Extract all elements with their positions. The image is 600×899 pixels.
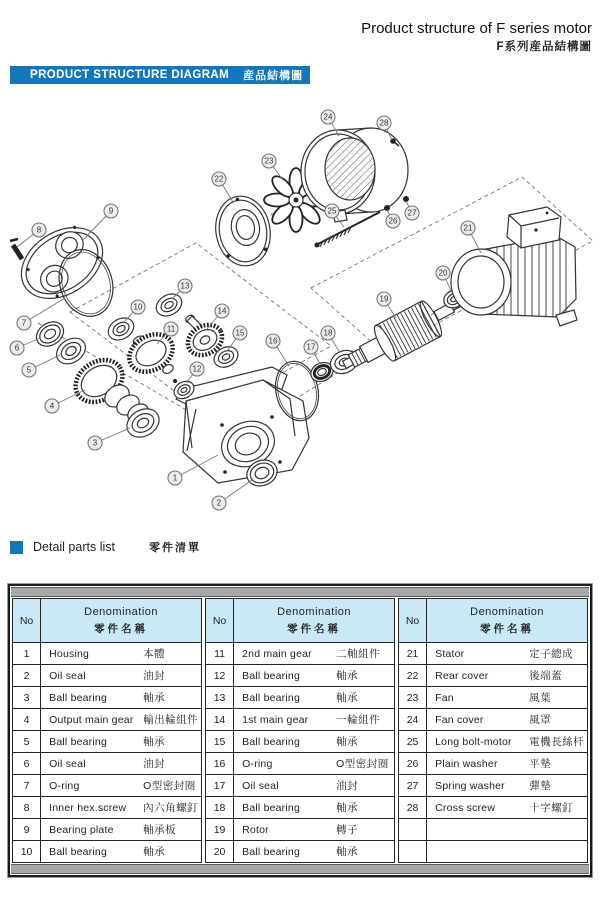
part-name-en: Ball bearing (242, 735, 300, 748)
part-denomination-cell (41, 841, 202, 863)
table-row (206, 731, 395, 753)
svg-text:20: 20 (438, 268, 448, 278)
part-name-en: Ball bearing (242, 801, 300, 814)
part-name-zh: 二軸組件 (336, 648, 381, 660)
part-no-cell: 5 (13, 731, 41, 753)
table-row (13, 797, 202, 819)
part-name-zh: 軸承板 (143, 824, 177, 836)
callout-11 (164, 322, 178, 336)
part-no-cell: 14 (206, 709, 234, 731)
table-row (13, 709, 202, 731)
part-name-en: Ball bearing (49, 845, 107, 858)
part-no-cell: 20 (206, 841, 234, 863)
part-no-cell: 18 (206, 797, 234, 819)
table-row (399, 731, 588, 753)
svg-text:5: 5 (26, 365, 32, 375)
svg-text:16: 16 (268, 336, 278, 346)
col-header-no: No (13, 599, 41, 643)
part-name-zh: 定子總成 (529, 648, 574, 660)
svg-text:27: 27 (407, 208, 417, 218)
part-denomination-cell (427, 687, 588, 709)
part-name-zh: 軸承 (336, 670, 359, 682)
part-name-zh: 輸出輪組件 (143, 714, 199, 726)
svg-text:18: 18 (323, 328, 333, 338)
svg-text:11: 11 (166, 324, 176, 334)
table-row (399, 797, 588, 819)
part-name-zh: 油封 (336, 780, 359, 792)
part-housing (176, 364, 309, 483)
part-name-en: 2nd main gear (242, 647, 312, 660)
callout-4 (45, 399, 59, 413)
table-row (206, 709, 395, 731)
callout-22 (212, 172, 226, 186)
part-no-cell: 21 (399, 643, 427, 665)
section-banner (10, 66, 310, 84)
part-ball-bearing-13 (152, 290, 185, 321)
part-no-cell: 6 (13, 753, 41, 775)
part-no-cell: 7 (13, 775, 41, 797)
part-name-zh: 軸承 (336, 802, 359, 814)
parts-table-groups (10, 598, 590, 863)
part-name-en: Oil seal (49, 757, 86, 770)
part-denomination-cell (427, 797, 588, 819)
part-name-en: Ball bearing (49, 691, 107, 704)
part-name-zh: 軸承 (143, 736, 166, 748)
part-no-cell: 3 (13, 687, 41, 709)
table-row (399, 709, 588, 731)
callout-26 (386, 214, 400, 228)
callout-20 (436, 266, 450, 280)
svg-text:12: 12 (192, 364, 202, 374)
callout-1 (168, 471, 182, 485)
part-name-en: Oil seal (49, 669, 86, 682)
part-name-zh: 軸承 (336, 846, 359, 858)
svg-text:4: 4 (49, 401, 55, 411)
part-name-zh: 軸承 (336, 736, 359, 748)
callout-24 (321, 110, 335, 124)
part-name-en: Oil seal (242, 779, 279, 792)
table-top-band (11, 587, 589, 597)
part-name-en: Inner hex.screw (49, 801, 127, 814)
svg-text:21: 21 (463, 223, 473, 233)
callout-5 (22, 363, 36, 377)
parts-list-heading (10, 539, 201, 555)
part-no-cell: 11 (206, 643, 234, 665)
part-name-en: 1st main gear (242, 713, 309, 726)
table-row (13, 819, 202, 841)
table-row (13, 775, 202, 797)
part-name-zh: O型密封圈 (336, 758, 389, 770)
table-row (399, 643, 588, 665)
svg-text:19: 19 (379, 294, 389, 304)
part-name-zh: 軸承 (336, 692, 359, 704)
svg-text:26: 26 (388, 216, 398, 226)
part-name-en: Housing (49, 647, 90, 660)
table-row (13, 841, 202, 863)
table-row (13, 731, 202, 753)
part-denomination-cell (427, 841, 588, 863)
callout-2 (212, 496, 226, 510)
part-no-cell (399, 841, 427, 863)
svg-text:15: 15 (235, 328, 245, 338)
callout-19 (377, 292, 391, 306)
part-name-en: Spring washer (435, 779, 505, 792)
part-name-en: Bearing plate (49, 823, 114, 836)
callout-12 (190, 362, 204, 376)
callout-28 (377, 116, 391, 130)
part-name-en: Fan cover (435, 713, 484, 726)
svg-text:13: 13 (180, 281, 190, 291)
part-denomination-cell (41, 665, 202, 687)
part-denomination-cell (234, 731, 395, 753)
col-header-no: No (206, 599, 234, 643)
part-name-zh: 電機長絲杆 (529, 736, 585, 748)
part-denomination-cell (234, 753, 395, 775)
page-title: Product structure of F series motor (361, 20, 592, 37)
table-row (206, 819, 395, 841)
part-name-en: Stator (435, 647, 465, 660)
callout-16 (266, 334, 280, 348)
svg-text:8: 8 (36, 225, 42, 235)
part-name-zh: 軸承 (143, 692, 166, 704)
svg-text:10: 10 (133, 302, 143, 312)
part-denomination-cell (234, 841, 395, 863)
part-denomination-cell (41, 731, 202, 753)
table-bottom-band (11, 864, 589, 874)
part-denomination-cell (41, 643, 202, 665)
callout-9 (104, 204, 118, 218)
table-row (399, 687, 588, 709)
part-name-en: Output main gear (49, 713, 134, 726)
part-no-cell: 10 (13, 841, 41, 863)
parts-table-group-2 (205, 598, 395, 863)
part-no-cell: 13 (206, 687, 234, 709)
part-name-zh: 油封 (143, 758, 166, 770)
part-name-en: Fan (435, 691, 454, 704)
svg-text:24: 24 (323, 112, 333, 122)
part-name-en: O-ring (242, 757, 273, 770)
part-no-cell: 23 (399, 687, 427, 709)
parts-table-group-1 (12, 598, 202, 863)
part-inner-hex-screw (10, 239, 22, 259)
part-name-en: Ball bearing (242, 691, 300, 704)
blue-square-bullet-icon (10, 541, 23, 554)
part-denomination-cell (234, 709, 395, 731)
part-no-cell (399, 819, 427, 841)
parts-table-frame (8, 584, 592, 877)
part-denomination-cell (41, 819, 202, 841)
part-no-cell: 17 (206, 775, 234, 797)
callout-17 (304, 340, 318, 354)
part-no-cell: 9 (13, 819, 41, 841)
table-row (206, 687, 395, 709)
part-long-bolt (315, 212, 381, 248)
part-no-cell: 19 (206, 819, 234, 841)
part-name-zh: 軸承 (143, 846, 166, 858)
part-denomination-cell (234, 797, 395, 819)
part-no-cell: 27 (399, 775, 427, 797)
table-row (399, 753, 588, 775)
banner-label-zh: 産品結構圖 (243, 70, 304, 82)
callout-27 (405, 206, 419, 220)
part-denomination-cell (41, 687, 202, 709)
part-no-cell: 25 (399, 731, 427, 753)
table-row (399, 841, 588, 863)
callout-8 (32, 223, 46, 237)
part-ball-bearing-10 (104, 314, 137, 345)
part-denomination-cell (427, 819, 588, 841)
callout-3 (88, 436, 102, 450)
callout-6 (10, 341, 24, 355)
part-name-en: Ball bearing (49, 735, 107, 748)
callout-13 (178, 279, 192, 293)
part-name-en: Ball bearing (242, 669, 300, 682)
callout-23 (262, 154, 276, 168)
part-denomination-cell (427, 665, 588, 687)
part-name-en: Cross screw (435, 801, 496, 814)
part-no-cell: 1 (13, 643, 41, 665)
table-row (206, 797, 395, 819)
part-name-zh: 轉子 (336, 824, 359, 836)
svg-text:6: 6 (14, 343, 20, 353)
part-denomination-cell (234, 775, 395, 797)
table-row (13, 643, 202, 665)
table-row (13, 753, 202, 775)
part-no-cell: 22 (399, 665, 427, 687)
part-no-cell: 8 (13, 797, 41, 819)
table-row (206, 665, 395, 687)
part-name-en: O-ring (49, 779, 80, 792)
part-no-cell: 15 (206, 731, 234, 753)
part-no-cell: 26 (399, 753, 427, 775)
callout-18 (321, 326, 335, 340)
table-row (206, 775, 395, 797)
col-header-no: No (399, 599, 427, 643)
part-no-cell: 12 (206, 665, 234, 687)
part-no-cell: 24 (399, 709, 427, 731)
table-row (399, 775, 588, 797)
col-header-denomination: Denomination 零件名稱 (427, 599, 588, 643)
callout-10 (131, 300, 145, 314)
part-name-zh: 本體 (143, 648, 166, 660)
part-name-zh: 平墊 (529, 758, 552, 770)
svg-text:28: 28 (379, 118, 389, 128)
svg-text:17: 17 (306, 342, 316, 352)
callout-14 (215, 304, 229, 318)
svg-text:9: 9 (108, 206, 114, 216)
svg-text:22: 22 (214, 174, 224, 184)
svg-text:14: 14 (217, 306, 227, 316)
table-row (13, 665, 202, 687)
part-name-zh: 內六角螺釘 (143, 802, 199, 814)
part-name-en: Ball bearing (242, 845, 300, 858)
svg-text:23: 23 (264, 156, 274, 166)
part-denomination-cell (234, 819, 395, 841)
table-row (206, 643, 395, 665)
part-denomination-cell (234, 687, 395, 709)
col-header-denomination: Denomination 零件名稱 (234, 599, 395, 643)
part-no-cell: 2 (13, 665, 41, 687)
part-name-zh: 風罩 (529, 714, 552, 726)
part-denomination-cell (427, 753, 588, 775)
part-denomination-cell (41, 709, 202, 731)
table-row (13, 687, 202, 709)
banner-label-en: PRODUCT STRUCTURE DIAGRAM (30, 69, 230, 81)
parts-list-heading-en: Detail parts list (33, 540, 115, 554)
part-name-en: Rotor (242, 823, 269, 836)
part-name-zh: 後端蓋 (529, 670, 563, 682)
part-name-en: Plain washer (435, 757, 498, 770)
part-name-zh: 油封 (143, 670, 166, 682)
table-row (399, 665, 588, 687)
part-name-zh: 十字螺釘 (529, 802, 574, 814)
callout-25 (325, 204, 339, 218)
table-row (206, 841, 395, 863)
part-name-zh: O型密封圈 (143, 780, 196, 792)
svg-text:2: 2 (216, 498, 222, 508)
part-no-cell: 4 (13, 709, 41, 731)
svg-text:7: 7 (21, 318, 27, 328)
part-name-zh: 彈墊 (529, 780, 552, 792)
part-name-en: Rear cover (435, 669, 489, 682)
part-name-en: Long bolt-motor (435, 735, 512, 748)
svg-text:1: 1 (172, 473, 178, 483)
callout-21 (461, 221, 475, 235)
part-denomination-cell (427, 643, 588, 665)
callout-15 (233, 326, 247, 340)
part-denomination-cell (427, 709, 588, 731)
parts-table-group-3 (398, 598, 588, 863)
table-row (399, 819, 588, 841)
part-name-zh: 風葉 (529, 692, 552, 704)
part-denomination-cell (41, 797, 202, 819)
table-row (206, 753, 395, 775)
part-no-cell: 28 (399, 797, 427, 819)
part-denomination-cell (234, 643, 395, 665)
part-denomination-cell (427, 775, 588, 797)
svg-text:3: 3 (92, 438, 98, 448)
svg-text:25: 25 (327, 206, 337, 216)
callout-7 (17, 316, 31, 330)
part-name-zh: 一輪組件 (336, 714, 381, 726)
page-title-chinese: F系列産品結構圖 (496, 41, 592, 53)
exploded-diagram (0, 98, 600, 538)
part-denomination-cell (234, 665, 395, 687)
part-denomination-cell (427, 731, 588, 753)
part-no-cell: 16 (206, 753, 234, 775)
part-denomination-cell (41, 753, 202, 775)
part-denomination-cell (41, 775, 202, 797)
parts-list-heading-zh: 零件清單 (148, 542, 201, 554)
col-header-denomination: Denomination 零件名稱 (41, 599, 202, 643)
